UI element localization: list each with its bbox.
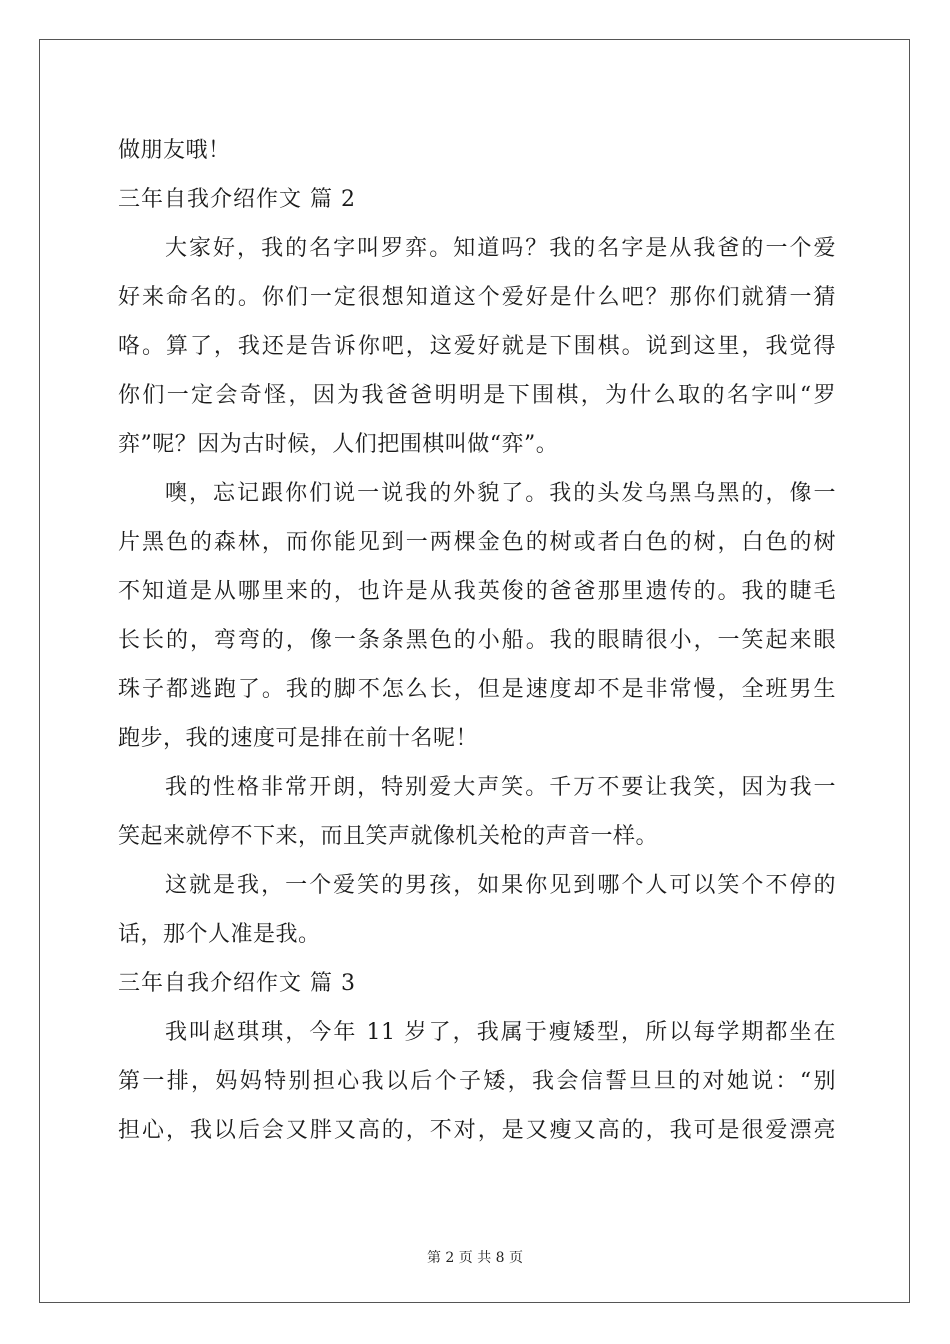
text-line: 长长的，弯弯的，像一条条黑色的小船。我的眼睛很小，一笑起来眼 [118, 628, 836, 653]
page-number-footer: 第 2 页 共 8 页 [426, 1250, 524, 1266]
document-body [118, 126, 836, 1155]
text-line: 话，那个人准是我。 [118, 922, 321, 947]
text-line: 第一排，妈妈特别担心我以后个子矮，我会信誓旦旦的对她说：“别 [118, 1069, 836, 1094]
text-line: 噢，忘记跟你们说一说我的外貌了。我的头发乌黑乌黑的，像一 [165, 481, 836, 506]
section-heading: 三年自我介绍作文 篇 2 [118, 187, 356, 212]
text-line: 咯。算了，我还是告诉你吧，这爱好就是下围棋。说到这里，我觉得 [118, 334, 836, 359]
text-line: 跑步，我的速度可是排在前十名呢！ [118, 726, 479, 751]
text-line: 大家好，我的名字叫罗弈。知道吗？我的名字是从我爸的一个爱 [165, 236, 836, 261]
text-line: 不知道是从哪里来的，也许是从我英俊的爸爸那里遗传的。我的睫毛 [118, 579, 836, 604]
text-line: 好来命名的。你们一定很想知道这个爱好是什么吧？那你们就猜一猜 [118, 285, 836, 310]
text-line: 弈”呢？因为古时候，人们把围棋叫做“弈”。 [118, 432, 559, 457]
text-line: 笑起来就停不下来，而且笑声就像机关枪的声音一样。 [118, 824, 659, 849]
text-line: 做朋友哦！ [118, 138, 231, 163]
text-line: 你们一定会奇怪，因为我爸爸明明是下围棋，为什么取的名字叫“罗 [118, 383, 836, 408]
text-line: 担心，我以后会又胖又高的，不对，是又瘦又高的，我可是很爱漂亮 [118, 1118, 836, 1143]
text-line: 我叫赵琪琪，今年 11 岁了，我属于瘦矮型，所以每学期都坐在 [165, 1020, 836, 1045]
text-line: 片黑色的森林，而你能见到一两棵金色的树或者白色的树，白色的树 [118, 530, 836, 555]
text-line: 这就是我，一个爱笑的男孩，如果你见到哪个人可以笑个不停的 [165, 873, 836, 898]
text-line: 珠子都逃跑了。我的脚不怎么长，但是速度却不是非常慢，全班男生 [118, 677, 836, 702]
text-line: 我的性格非常开朗，特别爱大声笑。千万不要让我笑，因为我一 [165, 775, 836, 800]
section-heading: 三年自我介绍作文 篇 3 [118, 971, 356, 996]
